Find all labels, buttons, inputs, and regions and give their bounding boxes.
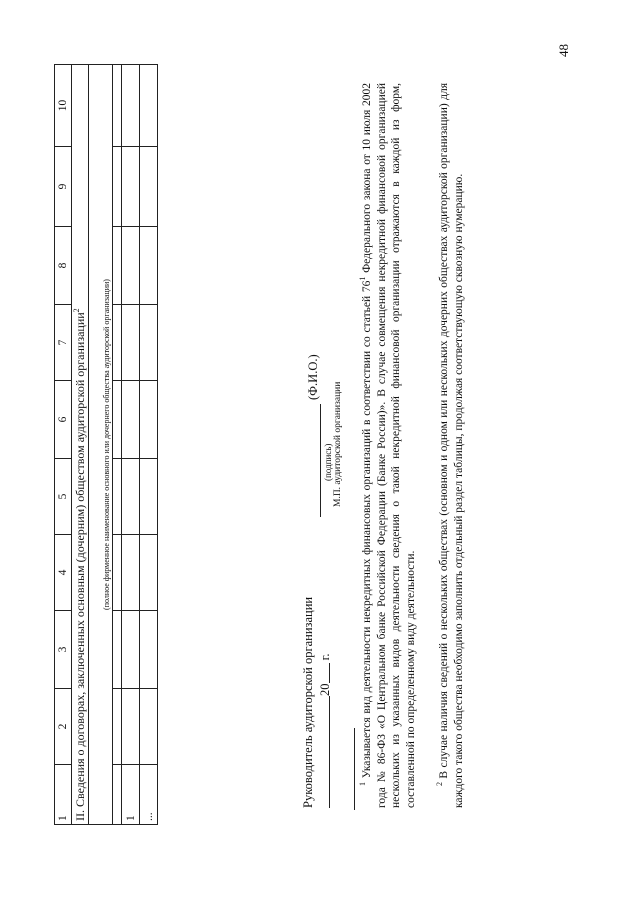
footnote-1-mark: 1 bbox=[358, 782, 368, 786]
section-title bbox=[72, 65, 89, 825]
report-table bbox=[54, 64, 158, 825]
footnote-2 bbox=[437, 83, 466, 808]
footnote-1-inner-sup: 1 bbox=[358, 276, 368, 281]
header-cell: 3 bbox=[55, 611, 72, 689]
date-prefix: 20 bbox=[318, 683, 332, 696]
organization-caption: (полное фирменное наименование основного или дочернего общества аудиторской организации) bbox=[89, 65, 113, 825]
table-row bbox=[122, 65, 140, 825]
date-line bbox=[317, 654, 333, 808]
table-header-row bbox=[55, 65, 72, 825]
fio-label: (Ф.И.О.) bbox=[306, 354, 320, 400]
section-footnote-ref: 2 bbox=[72, 308, 81, 313]
stamp-place: М.П. аудиторской организации bbox=[333, 381, 343, 507]
signature-line bbox=[320, 404, 321, 517]
header-cell: 10 bbox=[55, 65, 72, 147]
header-cell: 6 bbox=[55, 381, 72, 459]
footnote-divider bbox=[354, 728, 355, 810]
signature-caption: (подпись) bbox=[323, 443, 333, 481]
footnote-2-mark: 2 bbox=[435, 782, 445, 786]
table-row bbox=[140, 65, 158, 825]
section-title-text: II. Сведения о договорах, заключенных основным (дочерним) обществом аудиторской организации bbox=[73, 312, 87, 821]
footnote-1-text-b: Федерального закона от 10 июля 2002 года № 86-ФЗ «О Центральном банке Российской Федерации (Банке России)». В случае совмещения некредитной финансовой организацией нескольких из указанных видов деятельности сведения о такой некредитной финансовой организации отражаются в каждой из форм, составленной по определенному виду деятельности. bbox=[361, 82, 417, 808]
row-number: ... bbox=[140, 765, 158, 825]
footnote-1 bbox=[360, 83, 418, 808]
date-suffix: г. bbox=[318, 653, 332, 661]
section-title-row bbox=[72, 65, 89, 825]
caption-row bbox=[89, 65, 113, 825]
header-cell: 5 bbox=[55, 459, 72, 535]
blank-row bbox=[113, 65, 122, 825]
date-blank bbox=[317, 696, 330, 808]
header-cell: 4 bbox=[55, 535, 72, 611]
header-cell: 2 bbox=[55, 689, 72, 765]
head-title: Руководитель аудиторской организации bbox=[301, 596, 315, 808]
header-cell: 9 bbox=[55, 147, 72, 227]
header-cell: 8 bbox=[55, 227, 72, 305]
year-blank bbox=[317, 664, 330, 684]
header-cell: 7 bbox=[55, 305, 72, 381]
page-number: 48 bbox=[556, 44, 571, 57]
header-cell: 1 bbox=[55, 765, 72, 825]
row-number: 1 bbox=[122, 765, 140, 825]
footnote-2-text: В случае наличия сведений о нескольких обществах (основном и одном или нескольких дочерних обществах аудиторской организации) для каждого такого общества необходимо заполнить отдельный раздел таблицы, продолжая соответствующую сквозную нумерацию. bbox=[438, 83, 465, 808]
footnote-1-text-a: Указывается вид деятельности некредитных финансовых организаций в соответствии со статьей 76 bbox=[361, 280, 373, 779]
